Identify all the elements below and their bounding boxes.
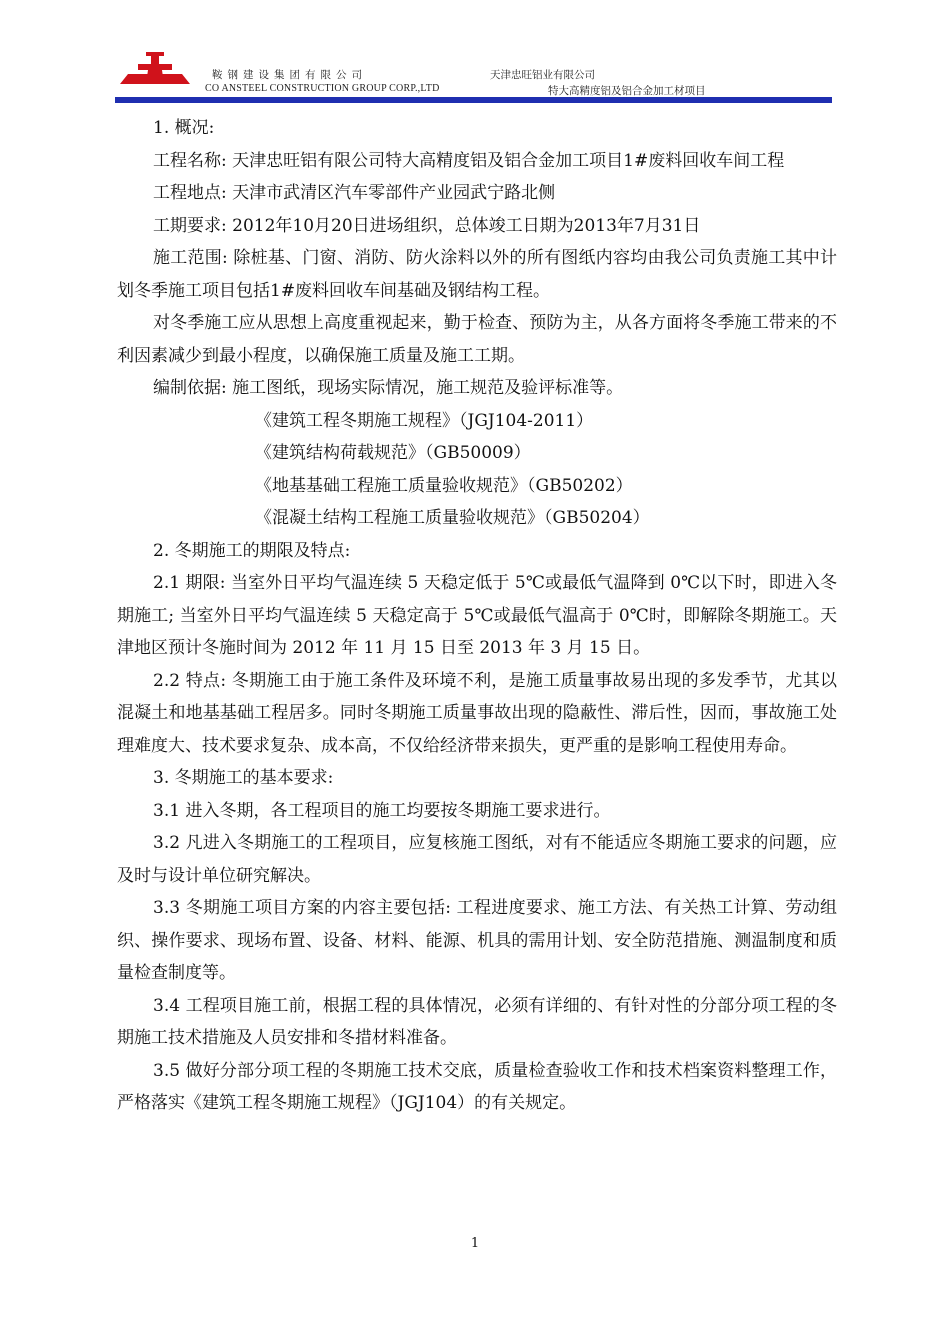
reference-item: 《地基基础工程施工质量验收规范》（GB50202）: [255, 475, 633, 496]
project-name: 特大高精度铝及铝合金加工材项目: [548, 85, 706, 97]
paragraph: 编制依据: 施工图纸，现场实际情况，施工规范及验评标准等。: [153, 378, 624, 398]
paragraph: 工程名称: 天津忠旺铝有限公司特大高精度铝及铝合金加工项目1#废料回收车间工程: [153, 150, 785, 171]
paragraph: 3.4 工程项目施工前，根据工程的具体情况，必须有详细的、有针对性的分部分项工程的冬期施工技术措施及人员安排和冬措材料准备。: [117, 995, 837, 1048]
company-name-en: CO ANSTEEL CONSTRUCTION GROUP CORP.,LTD: [205, 83, 440, 94]
section-title: 2. 冬期施工的期限及特点:: [153, 540, 351, 561]
paragraph: 2.1 期限: 当室外日平均气温连续 5 天稳定低于 5℃或最低气温降到 0℃以下时，即进入冬期施工; 当室外日平均气温连续 5 天稳定高于 5℃或最低气温高于 0℃时，即解除冬期施工。天津地区预计冬施时间为 2012 年 11 月 15 日至 2013 年 3 月 15 日。: [117, 573, 837, 658]
paragraph: 3.1 进入冬期，各工程项目的施工均要按冬期施工要求进行。: [153, 800, 611, 821]
reference-item: 《建筑结构荷载规范》（GB50009）: [255, 443, 531, 463]
header-rule: [115, 97, 832, 103]
ansteel-logo-icon: [118, 50, 192, 94]
paragraph: 工程地点: 天津市武清区汽车零部件产业园武宁路北侧: [153, 183, 556, 203]
reference-item: 《混凝土结构工程施工质量验收规范》（GB50204）: [255, 508, 650, 528]
paragraph: 3.5 做好分部分项工程的冬期施工技术交底，质量检查验收工作和技术档案资料整理工作，严格落实《建筑工程冬期施工规程》（JGJ104）的有关规定。: [117, 1060, 837, 1113]
company-name-cn: 鞍钢建设集团有限公司: [212, 69, 367, 81]
reference-item: 《建筑工程冬期施工规程》（JGJ104-2011）: [255, 410, 594, 431]
client-name: 天津忠旺铝业有限公司: [490, 69, 595, 81]
paragraph: 2.2 特点: 冬期施工由于施工条件及环境不利，是施工质量事故易出现的多发季节，尤其以混凝土和地基基础工程居多。同时冬期施工质量事故出现的隐蔽性、滞后性，因而，事故施工处理难度大、技术要求复杂、成本高，不仅给经济带来损失，更严重的是影响工程使用寿命。: [117, 670, 837, 756]
page-number: 1: [470, 1236, 480, 1251]
paragraph: 3.2 凡进入冬期施工的工程项目，应复核施工图纸，对有不能适应冬期施工要求的问题，应及时与设计单位研究解决。: [117, 833, 837, 886]
paragraph: 施工范围: 除桩基、门窗、消防、防火涂料以外的所有图纸内容均由我公司负责施工其中计划冬季施工项目包括1#废料回收车间基础及钢结构工程。: [117, 248, 837, 301]
paragraph: 对冬季施工应从思想上高度重视起来，勤于检查、预防为主，从各方面将冬季施工带来的不利因素减少到最小程度，以确保施工质量及施工工期。: [117, 313, 837, 366]
section-title: 3. 冬期施工的基本要求:: [153, 768, 334, 788]
paragraph: 工期要求: 2012年10月20日进场组织，总体竣工日期为2013年7月31日: [153, 215, 701, 236]
page-header: [0, 0, 950, 110]
section-title: 1. 概况:: [153, 118, 215, 138]
paragraph: 3.3 冬期施工项目方案的内容主要包括: 工程进度要求、施工方法、有关热工计算、劳动组织、操作要求、现场布置、设备、材料、能源、机具的需用计划、安全防范措施、测温制度和质量检查制度等。: [117, 898, 837, 983]
document-body: [117, 112, 837, 1120]
